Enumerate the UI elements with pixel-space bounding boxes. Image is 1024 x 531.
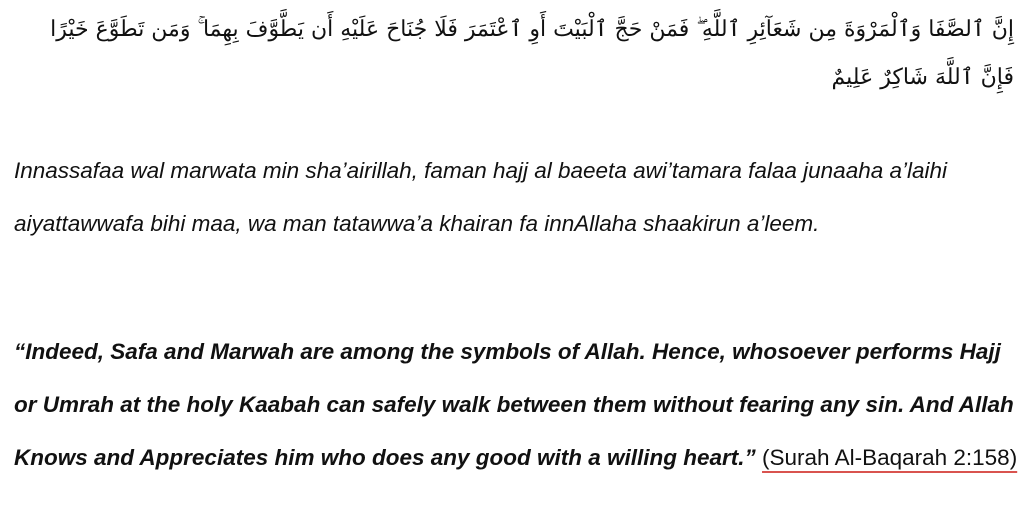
surah-citation-link[interactable]: (Surah Al-Baqarah 2:158) — [762, 445, 1018, 470]
arabic-verse: إِنَّ ٱلصَّفَا وَٱلْمَرْوَةَ مِن شَعَآئِرِ ٱللَّهِ ۖ فَمَنْ حَجَّ ٱلْبَيْتَ أَوِ ٱعْتَمَرَ فَلَا جُنَاحَ عَلَيْهِ أَن يَطَّوَّفَ بِهِمَا ۚ وَمَن تَطَوَّعَ خَيْرًا فَإِنَّ ٱللَّهَ شَاكِرٌ عَلِيمٌ — [50, 17, 1014, 90]
transliteration-paragraph: Innassafaa wal marwata min sha’airillah, faman hajj al baeeta awi’tamara falaa junaaha a’laihi aiyattawwafa bihi maa, wa man tatawwa’a khairan fa innAllaha shaakirun a’leem. — [14, 158, 948, 236]
translation-paragraph — [14, 325, 1020, 484]
translation-quote: “Indeed, Safa and Marwah are among the symbols of Allah. Hence, whosoever performs Hajj or Umrah at the holy Kaabah can safely walk between them without fearing any sin. And Allah Knows and Appreciates him who does any good with a willing heart.” — [14, 339, 1014, 470]
